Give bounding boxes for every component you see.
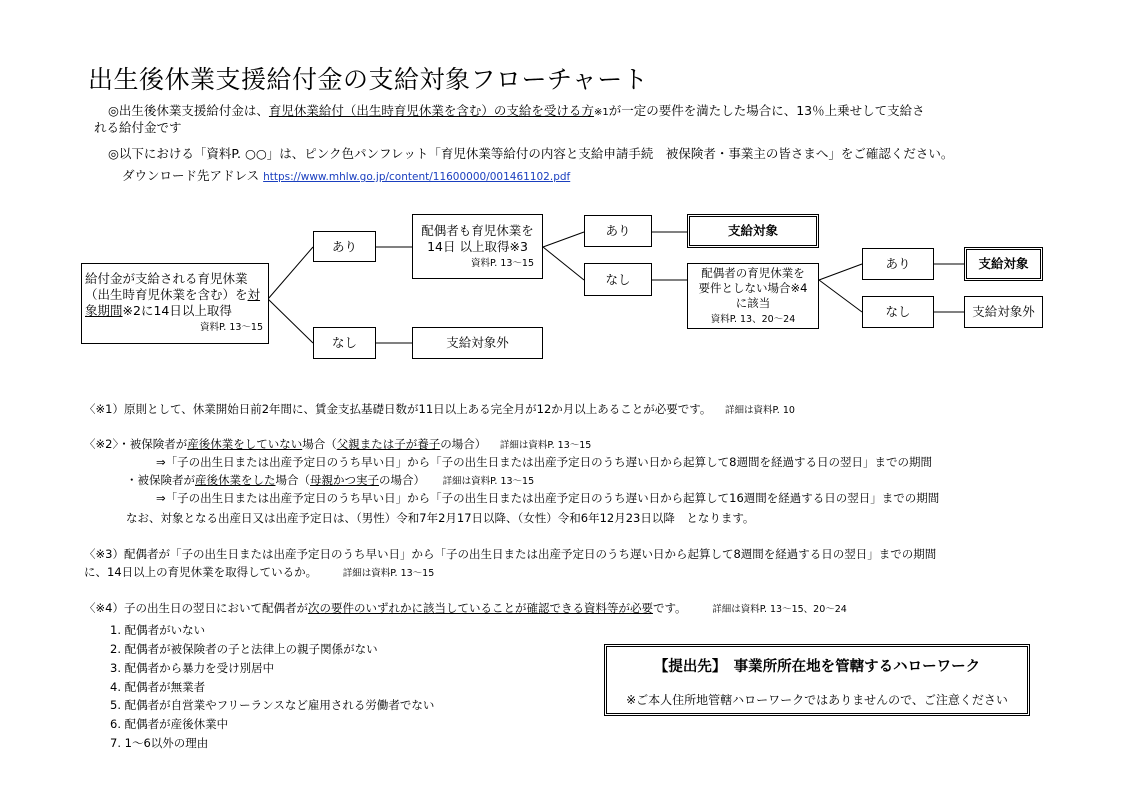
flow-start-ref: 資料P. 13～15 — [200, 322, 263, 333]
flow-ineligible-2: 支給対象外 — [964, 296, 1043, 328]
note-2c: なお、対象となる出産日又は出産予定日は、（男性）令和7年2月17日以降、（女性）令和6年12月23日以降 となります。 — [126, 511, 755, 525]
note-3-line1: 〈※3）配偶者が「子の出生日または出産予定日のうち早い日」から「子の出生日または出産予定日のうち遅い日から起算して8週間を経過する日の翌日」までの期間 — [84, 547, 937, 561]
note-2a-underlined: 産後休業をしていない — [187, 437, 303, 451]
flow-nashi-1: なし — [313, 327, 376, 359]
flow-start-line2-prefix: （出生時育児休業を含む）を — [85, 287, 248, 302]
note-2b-ref: 詳細は資料P. 13～15 — [442, 476, 535, 487]
flow-eligible-2: 支給対象 — [964, 247, 1043, 281]
note-2a — [84, 437, 591, 453]
note-4-underlined: 次の要件のいずれかに該当していることが確認できる資料等が必要 — [307, 601, 653, 615]
note-4 — [84, 601, 847, 617]
flow-spouse-ref: 資料P. 13～15 — [471, 258, 534, 269]
list-item: 2. 配偶者が被保険者の子と法律上の親子関係がない — [110, 642, 378, 656]
submission-title: 【提出先】 事業所所在地を管轄するハローワーク — [653, 659, 981, 675]
flow-exempt-line3: に該当 — [735, 296, 771, 310]
note-4-ref: 詳細は資料P. 13～15、20～24 — [712, 604, 847, 615]
flow-start-line2 — [85, 287, 265, 303]
note-1 — [84, 402, 795, 418]
note-2a-mid: 場合（ — [302, 437, 337, 451]
flow-ari-2: あり — [584, 215, 652, 247]
intro-line1-prefix: ◎出生後休業支援給付金は、 — [108, 103, 269, 118]
list-item: 3. 配偶者から暴力を受け別居中 — [110, 661, 275, 675]
submission-note: ※ご本人住所地管轄ハローワークではありませんので、ご注意ください — [626, 693, 1008, 707]
flow-nashi-3: なし — [862, 296, 934, 328]
flow-start-line3-underlined: 象期間 — [85, 303, 123, 318]
flow-ineligible-1: 支給対象外 — [412, 327, 543, 359]
note-2a-underlined2: 父親または子が養子 — [336, 437, 441, 451]
intro-line1-mark: ※1 — [593, 107, 609, 118]
note-2b-underlined: 産後休業をした — [195, 473, 276, 487]
list-item: 1. 配偶者がいない — [110, 623, 206, 637]
list-item: 6. 配偶者が産後休業中 — [110, 717, 229, 731]
note-2a-arrow: ⇒「子の出生日または出産予定日のうち早い日」から「子の出生日または出産予定日のうち遅い日から起算して8週間を経過する日の翌日」までの期間 — [156, 455, 932, 469]
flow-exempt-line2: 要件としない場合※4 — [698, 281, 808, 295]
note-3-line2-text: に、14日以上の育児休業を取得しているか。 — [84, 565, 318, 579]
note-1-text: 〈※1）原則として、休業開始日前2年間に、賃金支払基礎日数が11日以上ある完全月が12か月以上あることが必要です。 — [84, 402, 712, 416]
flow-spouse-line2: 14日 以上取得※3 — [427, 239, 528, 254]
note-3-line2 — [84, 565, 434, 581]
download-label: ダウンロード先アドレス — [122, 168, 260, 183]
flow-start-line3 — [85, 303, 265, 319]
submission-box — [604, 644, 1030, 716]
flow-start-line2-underlined: 対 — [247, 287, 261, 302]
note-1-ref: 詳細は資料P. 10 — [725, 405, 795, 416]
flow-nashi-2: なし — [584, 263, 652, 296]
note-2b-prefix: ・被保険者が — [126, 473, 195, 487]
intro-line2: ◎以下における「資料P. ○○」は、ピンク色パンフレット「育児休業等給付の内容と支給申請手続 被保険者・事業主の皆さまへ」をご確認ください。 — [108, 146, 954, 161]
list-item: 4. 配偶者が無業者 — [110, 680, 206, 694]
note-2a-prefix: 〈※2〉・被保険者が — [84, 437, 188, 451]
note-2a-ref: 詳細は資料P. 13～15 — [499, 440, 592, 451]
flow-ari-3: あり — [862, 248, 934, 280]
note-3-ref: 詳細は資料P. 13～15 — [342, 568, 435, 579]
list-item: 7. 1～6以外の理由 — [110, 736, 209, 750]
note-2b — [126, 473, 534, 489]
note-2b-arrow: ⇒「子の出生日または出産予定日のうち早い日」から「子の出生日または出産予定日のうち遅い日から起算して16週間を経過する日の翌日」までの期間 — [156, 491, 940, 505]
download-link[interactable]: https://www.mhlw.go.jp/content/11600000/001461102.pdf — [263, 171, 571, 183]
page-title: 出生後休業支援給付金の支給対象フローチャート — [88, 65, 649, 94]
note-2b-underlined2: 母親かつ実子 — [310, 473, 379, 487]
note-2b-mid: 場合（ — [275, 473, 310, 487]
flow-start-line3-suffix: ※2に14日以上取得 — [122, 303, 232, 318]
flow-eligible-1: 支給対象 — [687, 214, 819, 248]
intro-line1-cont: れる給付金です — [94, 120, 182, 135]
note-2a-suffix: の場合） — [440, 437, 487, 451]
note-2b-suffix: の場合） — [379, 473, 425, 487]
flow-spouse-line1: 配偶者も育児休業を — [421, 223, 534, 238]
flow-start-box — [81, 263, 269, 344]
intro-line1-underlined: 育児休業給付（出生時育児休業を含む）の支給を受ける方 — [268, 103, 594, 118]
intro-line1-suffix: が一定の要件を満たした場合に、13％上乗せして支給さ — [608, 103, 925, 118]
flow-exempt-ref: 資料P. 13、20～24 — [710, 314, 796, 325]
flow-ari-1: あり — [313, 231, 376, 262]
note-4-suffix: です。 — [652, 601, 687, 615]
flow-exempt-line1: 配偶者の育児休業を — [701, 266, 805, 280]
list-item: 5. 配偶者が自営業やフリーランスなど雇用される労働者でない — [110, 698, 435, 712]
flow-start-line1: 給付金が支給される育児休業 — [85, 271, 248, 286]
note-4-prefix: 〈※4）子の出生日の翌日において配偶者が — [84, 601, 308, 615]
flow-exempt-box — [687, 263, 819, 329]
flow-spouse-box — [412, 214, 543, 279]
